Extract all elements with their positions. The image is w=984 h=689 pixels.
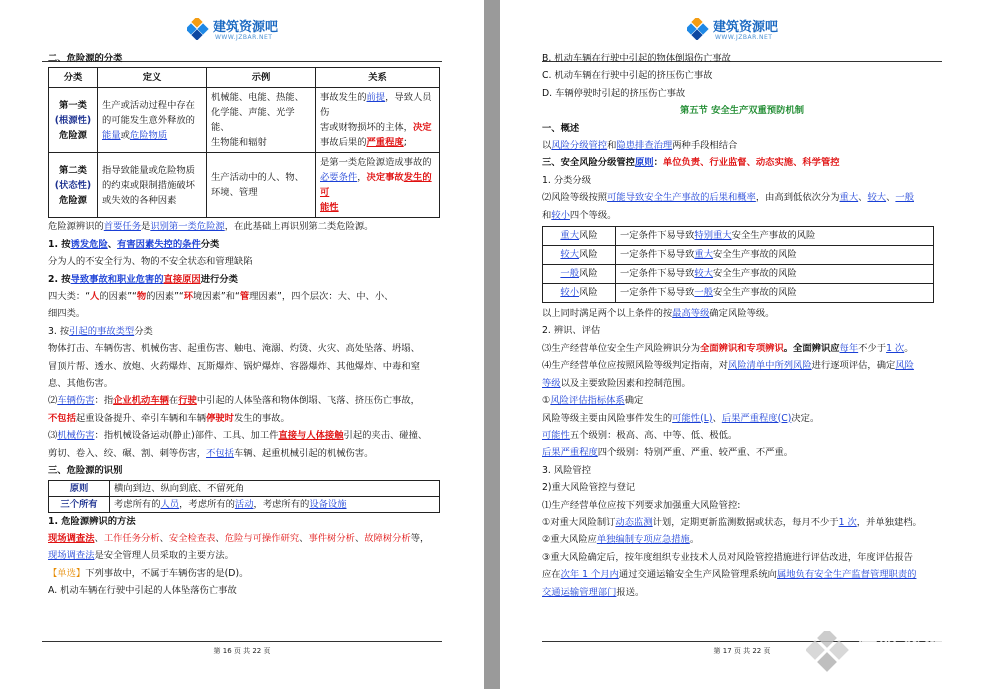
cell-line — [320, 170, 435, 200]
text: ，考虑所有的 — [253, 498, 310, 510]
keyword: 风险分级管控 — [551, 140, 608, 152]
paragraph: 细四类。 — [48, 308, 86, 320]
paragraph — [542, 392, 942, 409]
text: 、 — [858, 192, 868, 204]
paragraph — [542, 305, 942, 322]
table-header-row — [49, 68, 440, 88]
text: 剪切、卷入、绞、碾、割、刺等伤害， — [48, 447, 207, 459]
keyword: 前提 — [366, 92, 386, 104]
identification-table — [48, 480, 440, 513]
watermark-url: WWW.JZBAR.NET — [860, 659, 970, 670]
keyword: 动态监测 — [615, 516, 653, 528]
paragraph — [48, 392, 440, 409]
keyword: 单独编制专项应急措施 — [596, 534, 690, 546]
keyword: 故障树分析 — [364, 532, 411, 544]
text: 害或财物损坏的主体， — [320, 122, 413, 134]
text: 考虑所有的 — [114, 498, 161, 510]
cell-line: 或失效的各种因素 — [102, 194, 177, 206]
keyword: 首要任务 — [103, 221, 141, 233]
question-option: A. 机动车辆在行驶中引起的人体坠落伤亡事故 — [48, 585, 237, 597]
text: 计划，定期更新监测数据或状态，每月不少于 — [652, 516, 839, 528]
text: ②重大风险应 — [542, 534, 597, 546]
text: ：指机械设备运动(静止)部件、工具、加工件 — [94, 430, 279, 442]
level-cell — [543, 284, 616, 303]
keyword: 诱发危险 — [70, 238, 108, 250]
cell-line: 机械能、电能、热能、 — [211, 92, 304, 104]
text: ，考虑所有的 — [179, 498, 235, 510]
table-row — [49, 88, 440, 153]
level-cell — [543, 265, 616, 284]
keyword: 现场调查法 — [48, 550, 95, 562]
text: 、 — [299, 532, 309, 544]
row-label: 三个所有 — [49, 496, 110, 512]
paragraph — [48, 427, 440, 444]
keyword: 管 — [239, 291, 250, 303]
keyword: 识别第一类危险源 — [150, 221, 225, 233]
text: ⑷生产经营单位应按照风险等级判定指南，对 — [542, 360, 728, 372]
keyword: 导致事故和职业危害的 — [70, 273, 164, 285]
text: 理因素”，四个层次：大、中、小、 — [249, 291, 394, 303]
row-value: 横向到边、纵向到底、不留死角 — [110, 480, 440, 496]
page-header — [500, 14, 984, 54]
text: 等， — [410, 532, 430, 544]
type-cell — [49, 153, 98, 218]
page-17 — [500, 0, 984, 689]
keyword: 较大 — [560, 249, 579, 261]
question-option: C. 机动车辆在行驶中引起的挤压伤亡事故 — [542, 70, 713, 82]
section-title: 二、危险源的分类 — [48, 53, 123, 64]
keyword: 1 次 — [886, 342, 905, 354]
text: ⑵风险等级按照 — [542, 192, 608, 204]
keyword: 严重程度 — [366, 137, 404, 149]
keyword: 危险物质 — [129, 129, 168, 141]
keyword: 每年 — [839, 342, 859, 354]
subheading — [48, 323, 440, 340]
text: 。 — [689, 534, 700, 546]
text: 以及主要致险因素和控制范围。 — [560, 377, 691, 389]
table-row — [543, 227, 934, 246]
type-suffix: 危险源 — [59, 194, 87, 206]
keyword: 有害因素失控的条件 — [117, 238, 201, 250]
keyword: 特别重大 — [694, 230, 732, 242]
text: 风险 — [579, 249, 598, 261]
keyword: 次年 1 个月内 — [560, 569, 619, 581]
keyword: 较大 — [867, 192, 887, 204]
cell-line — [320, 120, 435, 135]
page-footer: 第 16 页 共 22 页 — [42, 641, 442, 656]
text: 引起的夹击、碰撞、 — [343, 430, 428, 442]
text: 危险源辨识的 — [48, 221, 104, 233]
text: 进行分类 — [200, 273, 238, 285]
paragraph: 2)重大风险管控与登记 — [542, 482, 636, 494]
keyword: 引起的事故类型 — [69, 325, 135, 337]
text: 应在 — [542, 569, 561, 581]
keyword: 设备设施 — [309, 498, 347, 510]
cell-line: 生产活动中的人、物、 — [211, 172, 304, 184]
text: ， — [357, 172, 367, 184]
keyword: 风险 — [895, 360, 914, 372]
text: 四个级别：特别严重、严重、较严重、不严重。 — [597, 447, 794, 459]
text: ① — [542, 395, 551, 407]
text: 、 — [886, 192, 896, 204]
text: 安全生产事故的风险 — [713, 249, 797, 261]
keyword: 1 次 — [838, 516, 857, 528]
text: 决定。 — [791, 412, 820, 424]
text: ，并单独建档。 — [856, 516, 922, 528]
paragraph — [542, 584, 942, 601]
paragraph — [48, 547, 440, 564]
question — [48, 565, 440, 582]
keyword: 企业机动车辆 — [113, 395, 169, 407]
keyword: 原则 — [634, 157, 654, 169]
text: 三、安全风险分级管控 — [542, 157, 635, 169]
keyword: 后果严重程度(C) — [721, 412, 792, 424]
paragraph: ③重大风险确定后，按年度组织专业技术人员对风险管控措施进行评估改进，年度评估报告 — [542, 551, 913, 563]
keyword: 可能导致安全生产事故的后果和概率 — [607, 192, 756, 204]
keyword: 可能性 — [542, 429, 570, 441]
definition-cell — [98, 88, 207, 153]
keyword: 不包括 — [206, 447, 234, 459]
text: ⑶ — [48, 430, 58, 442]
text: ，在此基础上再识别第二类危险源。 — [224, 221, 374, 233]
table-row — [49, 480, 440, 496]
keyword: 活动 — [234, 498, 254, 510]
text: 、 — [215, 532, 225, 544]
cell-line: 化学能、声能、光学能、 — [211, 107, 295, 134]
subheading: 2. 辨识、评估 — [542, 325, 601, 337]
cell-line — [320, 90, 435, 120]
keyword: 决定 — [412, 122, 432, 134]
text: 确定 — [624, 395, 644, 407]
cell-line: 是第一类危险源造成事故的 — [320, 157, 432, 169]
text: 风险 — [579, 268, 598, 280]
text: 、 — [159, 532, 169, 544]
table-row — [543, 265, 934, 284]
keyword: 交通运输管理部门 — [542, 586, 617, 598]
row-value — [110, 496, 440, 512]
keyword: 最高等级 — [672, 308, 710, 320]
desc-cell — [616, 227, 934, 246]
text: 。全面辨识应 — [783, 342, 840, 354]
text: 进行逐项评估，确定 — [811, 360, 896, 372]
table-row — [543, 246, 934, 265]
paragraph — [48, 410, 440, 427]
paragraph: 息、其他伤害。 — [48, 378, 114, 390]
keyword: 能量 — [102, 129, 121, 141]
page-header — [0, 14, 484, 54]
desc-cell — [616, 284, 934, 303]
text: 、 — [107, 238, 118, 250]
keyword: 重大 — [694, 249, 713, 261]
keyword: 直接与人体接触 — [278, 430, 344, 442]
paragraph — [542, 531, 942, 548]
text: 。 — [904, 342, 914, 354]
paragraph — [542, 357, 942, 374]
text: 或 — [120, 129, 130, 141]
keyword: 安全检查表 — [168, 532, 216, 544]
text: 以上同时满足两个以上条件的按 — [542, 308, 673, 320]
keyword: 等级 — [542, 377, 561, 389]
paragraph — [542, 410, 942, 427]
text: 事故发生的 — [320, 92, 367, 104]
logo-url: WWW.JZBAR.NET — [215, 34, 273, 41]
text: 车辆、起重机械引起的机械伤害。 — [233, 447, 374, 459]
section-heading: 第五节 安全生产双重预防机制 — [679, 105, 805, 117]
risk-level-table — [542, 226, 934, 303]
paragraph — [48, 218, 440, 235]
text: 两种手段相结合 — [672, 140, 738, 152]
cell-line: 环境、管理 — [211, 187, 258, 199]
keyword: 环 — [183, 291, 194, 303]
keyword: 工作任务分析 — [103, 532, 160, 544]
text: 的因素”“ — [99, 291, 137, 303]
text: ; — [403, 137, 407, 149]
watermark — [806, 623, 976, 683]
keyword: 现场调查法 — [48, 532, 95, 544]
paragraph — [542, 207, 942, 224]
keyword: 必要条件 — [320, 172, 358, 184]
page-body — [48, 50, 440, 600]
cell-line: 生物能和辐射 — [211, 137, 267, 149]
text: 事故后果的 — [320, 137, 367, 149]
example-cell — [207, 88, 316, 153]
keyword: 行驶 — [178, 395, 197, 407]
keyword: 决定事故 — [366, 172, 404, 184]
keyword: 物 — [136, 291, 147, 303]
keyword: 事件树分析 — [308, 532, 355, 544]
desc-cell — [616, 265, 934, 284]
text: ①对重大风险制订 — [542, 516, 616, 528]
text: ⑵ — [48, 395, 58, 407]
text: 1. 按 — [48, 238, 71, 250]
table-header-cell: 定义 — [98, 68, 207, 88]
logo-text: 建筑资源吧 — [213, 20, 279, 35]
text: ： — [653, 157, 663, 169]
keyword: 较大 — [694, 268, 713, 280]
text: 一定条件下易导致 — [620, 268, 695, 280]
text: 的因素”“ — [146, 291, 184, 303]
paragraph — [542, 137, 942, 154]
cell-line — [320, 200, 435, 215]
table-row — [543, 284, 934, 303]
example-cell — [207, 153, 316, 218]
cell-line: 生产或活动过程中存在 — [102, 99, 195, 111]
keyword: 人员 — [160, 498, 180, 510]
paragraph: ⑴生产经营单位应按下列要求加强重大风险管控: — [542, 499, 741, 511]
text: 分类 — [134, 325, 153, 337]
level-cell — [543, 227, 616, 246]
text: 确定风险等级。 — [709, 308, 775, 320]
keyword: 可能性(L) — [672, 412, 713, 424]
paragraph: 冒顶片帮、透水、放炮、火药爆炸、瓦斯爆炸、锅炉爆炸、容器爆炸、其他爆炸、中毒和窒 — [48, 360, 420, 372]
page-16 — [0, 0, 484, 689]
text: ：指 — [94, 395, 114, 407]
paragraph — [48, 288, 440, 305]
type-nature: (状态性) — [54, 179, 92, 191]
text: 风险 — [579, 230, 598, 242]
level-cell — [543, 246, 616, 265]
text: ，由高到低依次分为 — [755, 192, 840, 204]
keyword: 机械伤害 — [57, 430, 95, 442]
keyword: 隐患排查治理 — [616, 140, 673, 152]
relation-cell — [316, 88, 440, 153]
row-label: 原则 — [49, 480, 110, 496]
text: 报送。 — [616, 586, 645, 598]
keyword: 重大 — [839, 192, 859, 204]
text: 四个等级。 — [569, 209, 617, 221]
cell-line: 的可能发生意外释放的 — [102, 114, 195, 126]
cell-line: 的约束或限制措施破坏 — [102, 179, 195, 191]
keyword: 停驶时 — [206, 412, 234, 424]
text: 和 — [542, 209, 552, 221]
text: 一定条件下易导致 — [620, 249, 695, 261]
text: 是安全管理人员采取的主要方法。 — [94, 550, 234, 562]
text: ⑶生产经营单位安全生产风险辨识分为 — [542, 342, 701, 354]
paragraph — [542, 566, 942, 583]
paragraph — [542, 340, 942, 357]
keyword: 后果严重程度 — [542, 447, 598, 459]
keyword: 较小 — [560, 287, 579, 299]
hazard-class-table — [48, 67, 440, 218]
site-logo — [687, 14, 807, 48]
type-suffix: 危险源 — [59, 129, 87, 141]
page-footer: 第 17 页 共 22 页 — [542, 641, 942, 656]
text: 境因素”和“ — [193, 291, 240, 303]
text: 是 — [141, 221, 151, 233]
subheading — [48, 236, 440, 253]
keyword: 发生的可 — [320, 172, 432, 199]
paragraph — [48, 445, 440, 462]
type-name: 第一类 — [59, 99, 87, 111]
text: 在 — [168, 395, 179, 407]
subheading — [48, 271, 440, 288]
table-header-cell: 分类 — [49, 68, 98, 88]
text: 安全生产事故的风险 — [731, 230, 816, 242]
paragraph: 物体打击、车辆伤害、机械伤害、起重伤害、触电、淹溺、灼烫、火灾、高处坠落、坍塌、 — [48, 343, 420, 355]
text: 风险 — [579, 287, 598, 299]
keyword: 危险与可操作研究 — [224, 532, 300, 544]
relation-cell — [316, 153, 440, 218]
subheading: 3. 风险管控 — [542, 464, 592, 476]
table-row — [49, 153, 440, 218]
text: 和 — [607, 140, 617, 152]
paragraph — [542, 427, 942, 444]
page-body — [542, 50, 942, 601]
keyword: 单位负责、行业监督、动态实施、科学管控 — [662, 157, 840, 169]
text: 以 — [542, 140, 552, 152]
paragraph — [542, 444, 942, 461]
paragraph — [48, 530, 440, 547]
desc-cell — [616, 246, 934, 265]
keyword: 重大 — [560, 230, 579, 242]
keyword: 一般 — [694, 287, 713, 299]
definition-cell — [98, 153, 207, 218]
text: 发生的事故。 — [233, 412, 290, 424]
text: 、 — [712, 412, 722, 424]
text: 风险等级主要由风险事件发生的 — [542, 412, 673, 424]
section-title: 一、概述 — [542, 122, 580, 134]
watermark-text: 建筑资源吧 — [856, 635, 971, 659]
question-tag: 【单选】 — [48, 567, 86, 579]
keyword: 风险评估指标体系 — [550, 395, 625, 407]
text: 、 — [354, 532, 365, 544]
text: 一定条件下易导致 — [620, 287, 695, 299]
keyword: 能性 — [320, 202, 339, 214]
paragraph — [542, 375, 942, 392]
paragraph — [542, 514, 942, 531]
text: 分类 — [200, 238, 220, 250]
logo-text: 建筑资源吧 — [713, 20, 779, 35]
paragraph — [542, 189, 942, 206]
type-nature: (根源性) — [54, 114, 92, 126]
keyword: 属地负有安全生产监督管理职责的 — [776, 569, 917, 581]
text: 2. 按 — [48, 273, 71, 285]
keyword: 车辆伤害 — [57, 395, 95, 407]
site-logo — [187, 14, 307, 48]
text: 安全生产事故的风险 — [713, 268, 797, 280]
text: 、 — [94, 532, 104, 544]
cell-line — [102, 128, 202, 143]
text: 通过交通运输安全生产风险管理系统向 — [618, 569, 777, 581]
keyword: 直接原因 — [163, 273, 201, 285]
keyword: 风险清单中所列风险 — [727, 360, 812, 372]
cell-line: 指导致能量或危险物质 — [102, 164, 195, 176]
text: ，导致人员伤 — [320, 92, 432, 119]
keyword: 不包括 — [48, 412, 76, 424]
text: 3. 按 — [48, 325, 70, 337]
text: 起重设备提升、牵引车辆和车辆 — [75, 412, 207, 424]
keyword: 一般 — [560, 268, 579, 280]
keyword: 全面辨识和专项辨识 — [700, 342, 784, 354]
keyword: 一般 — [895, 192, 914, 204]
text: 四大类：“ — [48, 291, 91, 303]
keyword: 人 — [90, 291, 100, 303]
section-title: 三、危险源的识别 — [48, 465, 123, 477]
question-option: B. 机动车辆在行驶中引起的物体倒塌伤亡事故 — [542, 53, 731, 64]
type-name: 第二类 — [59, 164, 87, 176]
question-option: D. 车辆停驶时引起的挤压伤亡事故 — [542, 87, 686, 99]
keyword: 较小 — [551, 209, 570, 221]
table-header-cell: 示例 — [207, 68, 316, 88]
paragraph: 分为人的不安全行为、物的不安全状态和管理缺陷 — [48, 256, 253, 268]
cell-line — [320, 135, 435, 150]
text: 五个级别：极高、高、中等、低、极低。 — [569, 429, 738, 441]
text: 安全生产事故的风险 — [713, 287, 797, 299]
logo-diamond-icon — [187, 18, 209, 40]
logo-diamond-icon — [687, 18, 709, 40]
type-cell — [49, 88, 98, 153]
subheading: 1. 危险源辨识的方法 — [48, 515, 136, 527]
table-row — [49, 496, 440, 512]
question-text: 下列事故中，不属于车辆伤害的是(D)。 — [85, 567, 249, 579]
subheading: 1. 分类分级 — [542, 174, 592, 186]
section-title — [542, 154, 942, 171]
text: 中引起的人体坠落和物体倒塌、飞落、挤压伤亡事故， — [196, 395, 420, 407]
logo-url: WWW.JZBAR.NET — [715, 34, 773, 41]
watermark-diamond-icon — [806, 631, 850, 675]
text: 一定条件下易导致 — [620, 230, 695, 242]
table-header-cell: 关系 — [316, 68, 440, 88]
text: 不少于 — [858, 342, 887, 354]
